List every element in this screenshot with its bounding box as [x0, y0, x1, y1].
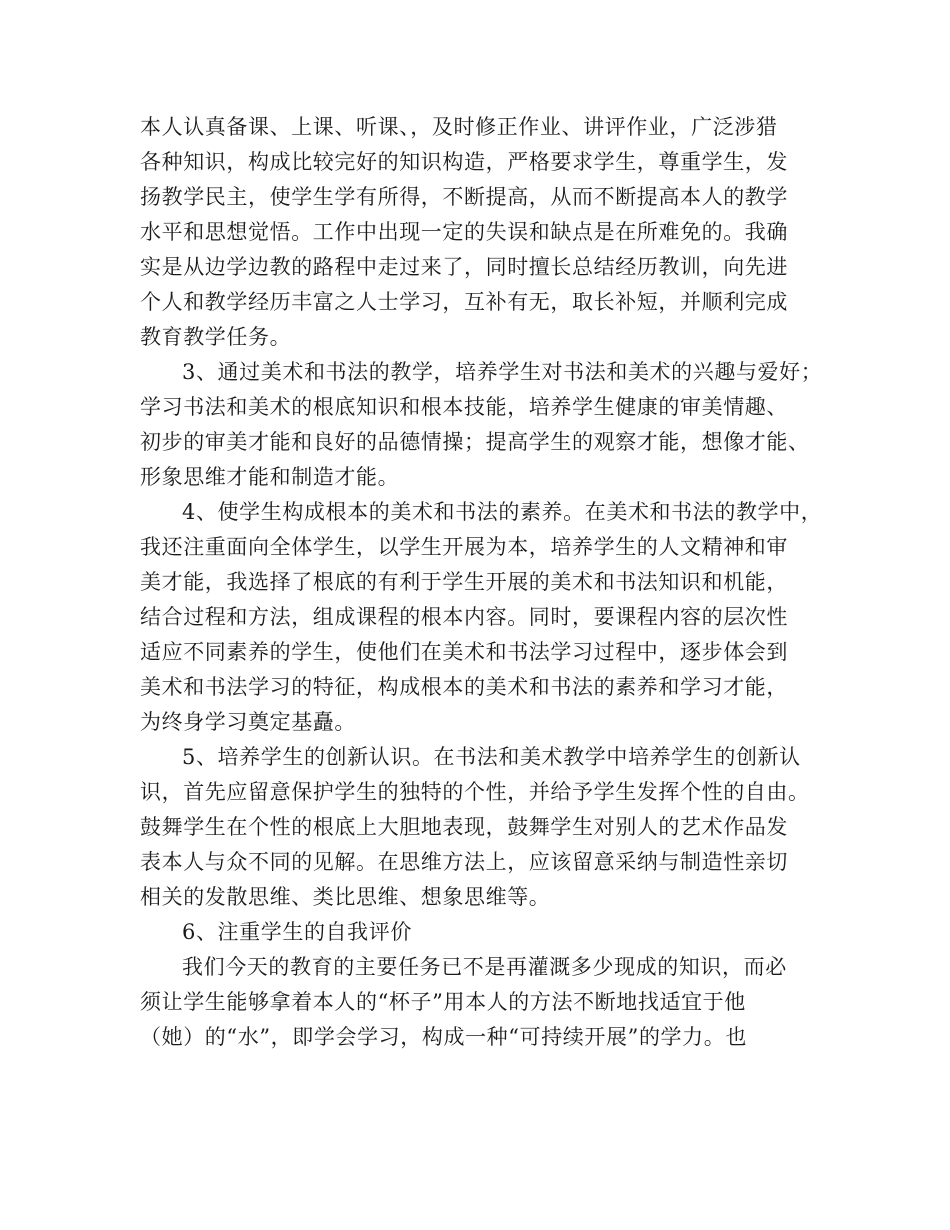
text-line: 初步的审美才能和良好的品德情操；提高学生的观察才能，想像才能、 — [140, 430, 810, 454]
text-line: 结合过程和方法，组成课程的根本内容。同时，要课程内容的层次性 — [140, 605, 788, 629]
text-line: 扬教学民主，使学生学有所得，不断提高，从而不断提高本人的教学 — [140, 185, 788, 209]
text-line: 适应不同素养的学生，使他们在美术和书法学习过程中，逐步体会到 — [140, 640, 788, 664]
text-line: 教育教学任务。 — [140, 325, 292, 349]
text-line: 识，首先应留意保护学生的独特的个性，并给予学生发挥个性的自由。 — [140, 780, 810, 804]
text-line: 实是从边学边教的路程中走过来了，同时擅长总结经历教训，向先进 — [140, 255, 788, 279]
text-line: 表本人与众不同的见解。在思维方法上，应该留意采纳与制造性亲切 — [140, 850, 788, 874]
paragraph-start-line: 3、通过美术和书法的教学，培养学生对书法和美术的兴趣与爱好； — [182, 360, 823, 384]
text-line: 我还注重面向全体学生，以学生开展为本，培养学生的人文精神和审 — [140, 535, 788, 559]
text-line: （她）的“水”，即学会学习，构成一种“可持续开展”的学力。也 — [140, 1025, 747, 1049]
section-heading: 6、注重学生的自我评价 — [182, 920, 412, 944]
text-line: 须让学生能够拿着本人的“杯子”用本人的方法不断地找适宜于他 — [140, 990, 746, 1014]
paragraph-start-line: 我们今天的教育的主要任务已不是再灌溉多少现成的知识，而必 — [182, 955, 787, 979]
text-line: 学习书法和美术的根底知识和根本技能，培养学生健康的审美情趣、 — [140, 395, 788, 419]
text-line: 个人和教学经历丰富之人士学习，互补有无，取长补短，并顺利完成 — [140, 290, 788, 314]
text-line: 美才能，我选择了根底的有利于学生开展的美术和书法知识和机能， — [140, 570, 788, 594]
paragraph-start-line: 4、使学生构成根本的美术和书法的素养。在美术和书法的教学中， — [182, 500, 823, 524]
text-line: 水平和思想觉悟。工作中出现一定的失误和缺点是在所难免的。我确 — [140, 220, 788, 244]
text-line: 为终身学习奠定基矗。 — [140, 710, 356, 734]
text-line: 相关的发散思维、类比思维、想象思维等。 — [140, 885, 551, 909]
text-line: 各种知识，构成比较完好的知识构造，严格要求学生，尊重学生，发 — [140, 150, 788, 174]
body-text — [140, 110, 823, 1055]
text-line: 本人认真备课、上课、听课、，及时修正作业、讲评作业，广泛涉猎 — [140, 115, 778, 139]
text-line: 形象思维才能和制造才能。 — [140, 465, 400, 489]
paragraph-start-line: 5、培养学生的创新认识。在书法和美术教学中培养学生的创新认 — [182, 745, 801, 769]
text-line: 鼓舞学生在个性的根底上大胆地表现，鼓舞学生对别人的艺术作品发 — [140, 815, 788, 839]
text-line: 美术和书法学习的特征，构成根本的美术和书法的素养和学习才能， — [140, 675, 788, 699]
